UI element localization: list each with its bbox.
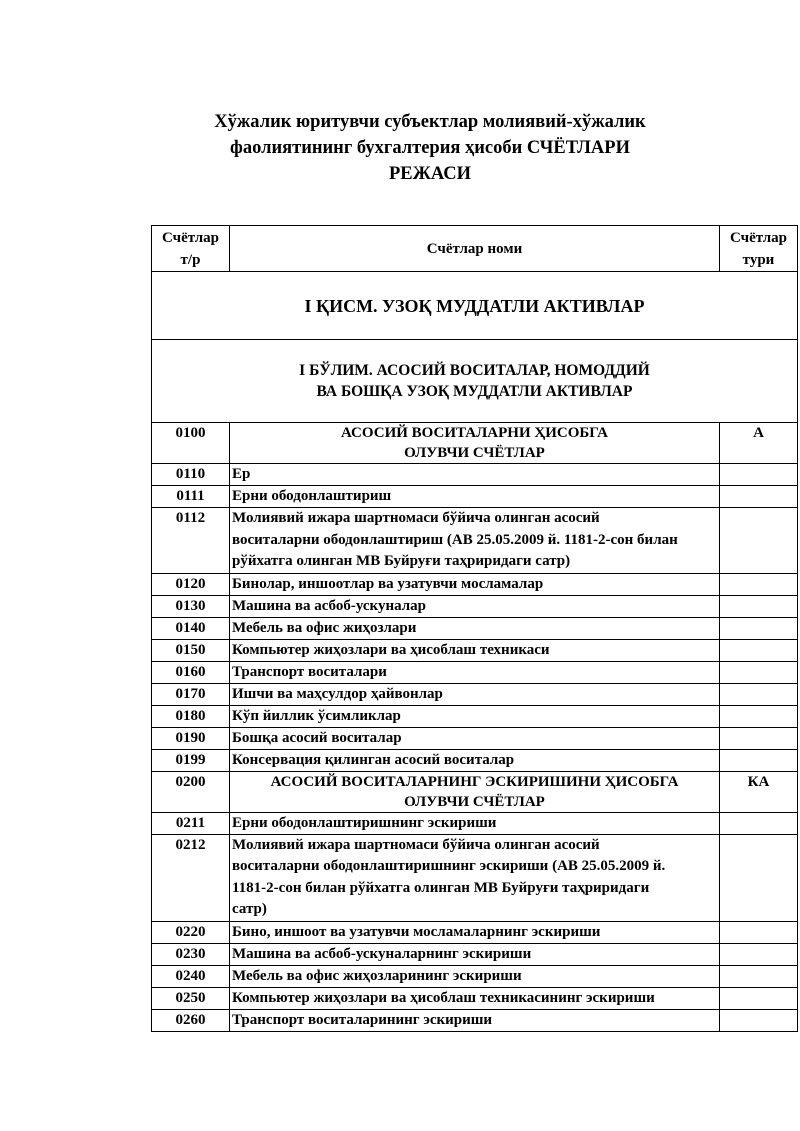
title-line: фаолиятининг бухгалтерия ҳисоби СЧЁТЛАРИ <box>230 138 630 158</box>
table-row <box>152 617 798 639</box>
table-row <box>152 508 798 574</box>
account-number: 0260 <box>152 1009 230 1031</box>
account-name-line: рўйхатга олинган МВ Буйруғи таҳриридаги сатр) <box>232 553 571 569</box>
account-name-line: ОЛУВЧИ СЧЁТЛАР <box>404 793 545 810</box>
account-name <box>230 683 720 705</box>
account-number: 0212 <box>152 834 230 921</box>
account-name-line: воситаларни ободонлаштиришнинг эскириши (АВ 25.05.2009 й. <box>232 858 666 874</box>
account-name-line: Кўп йиллик ўсимликлар <box>232 707 401 724</box>
table-row <box>152 812 798 834</box>
account-name-line: ОЛУВЧИ СЧЁТЛАР <box>404 445 545 461</box>
account-type <box>720 661 798 683</box>
account-type <box>720 749 798 771</box>
account-name <box>230 921 720 943</box>
account-type: КА <box>720 771 798 812</box>
part-title: I ҚИСМ. УЗОҚ МУДДАТЛИ АКТИВЛАР <box>152 272 798 340</box>
account-name-line: сатр) <box>232 901 267 917</box>
account-number: 0200 <box>152 771 230 812</box>
account-name-line: Транспорт воситаларининг эскириши <box>232 1011 493 1028</box>
account-name-line: АСОСИЙ ВОСИТАЛАРНИ ҲИСОБГА <box>340 425 609 441</box>
account-name <box>230 834 720 921</box>
account-name <box>230 727 720 749</box>
account-name-line: Машина ва асбоб-ускуналар <box>232 597 427 614</box>
account-name-line: Консервация қилинган асосий воситалар <box>232 751 515 768</box>
account-number: 0150 <box>152 639 230 661</box>
account-number: 0199 <box>152 749 230 771</box>
account-name-line: Компьютер жиҳозлари ва ҳисоблаш техникасининг эскириши <box>232 989 655 1006</box>
account-name-line: Молиявий ижара шартномаси бўйича олинган асосий <box>232 836 600 853</box>
account-name-line: Ерни ободонлаштиришнинг эскириши <box>232 814 497 831</box>
section-title: I БЎЛИМ. АСОСИЙ ВОСИТАЛАР, НОМОДДИЙ ВА БОШҚА УЗОҚ МУДДАТЛИ АКТИВЛАР <box>152 340 798 423</box>
account-name <box>230 617 720 639</box>
table-row <box>152 639 798 661</box>
account-type <box>720 987 798 1009</box>
account-name <box>230 771 720 812</box>
account-type <box>720 595 798 617</box>
account-number: 0160 <box>152 661 230 683</box>
accounts-plan-table <box>151 225 798 1032</box>
account-type <box>720 464 798 486</box>
account-name <box>230 812 720 834</box>
table-row <box>152 683 798 705</box>
account-name-line: Ишчи ва маҳсулдор ҳайвонлар <box>232 685 443 702</box>
table-row <box>152 834 798 921</box>
account-name <box>230 965 720 987</box>
account-number: 0130 <box>152 595 230 617</box>
table-row <box>152 661 798 683</box>
table-row <box>152 965 798 987</box>
account-name <box>230 987 720 1009</box>
account-name <box>230 1009 720 1031</box>
account-name-line: Ер <box>232 466 251 482</box>
account-name-line: Бошқа асосий воситалар <box>232 729 402 746</box>
account-name-line: Молиявий ижара шартномаси бўйича олинган асосий <box>232 510 600 526</box>
table-row <box>152 1009 798 1031</box>
header-account-number: Счётлар т/р <box>152 226 230 272</box>
account-type <box>720 834 798 921</box>
account-number: 0211 <box>152 812 230 834</box>
account-number: 0230 <box>152 943 230 965</box>
account-type <box>720 683 798 705</box>
account-name-line: АСОСИЙ ВОСИТАЛАРНИНГ ЭСКИРИШИНИ ҲИСОБГА <box>270 773 679 790</box>
account-name-line: Машина ва асбоб-ускуналарнинг эскириши <box>232 945 532 962</box>
table-header-row <box>152 226 798 272</box>
account-name <box>230 943 720 965</box>
table-row <box>152 464 798 486</box>
account-type <box>720 573 798 595</box>
account-name-line: Транспорт воситалари <box>232 663 387 680</box>
account-name <box>230 705 720 727</box>
title-line: Хўжалик юритувчи субъектлар молиявий-хўжалик <box>214 112 646 132</box>
account-type: А <box>720 423 798 464</box>
account-number: 0180 <box>152 705 230 727</box>
account-type <box>720 486 798 508</box>
table-row <box>152 727 798 749</box>
part-title-row <box>152 272 798 340</box>
account-number: 0110 <box>152 464 230 486</box>
header-account-name: Счётлар номи <box>230 226 720 272</box>
account-number: 0140 <box>152 617 230 639</box>
account-type <box>720 727 798 749</box>
title-line: РЕЖАСИ <box>388 164 472 184</box>
account-name-line: Мебель ва офис жиҳозларининг эскириши <box>232 967 522 984</box>
account-name-line: Мебель ва офис жиҳозлари <box>232 619 417 636</box>
account-name-line: Бинолар, иншоотлар ва узатувчи мосламалар <box>232 575 544 592</box>
account-name <box>230 573 720 595</box>
table-row <box>152 943 798 965</box>
account-name <box>230 508 720 574</box>
account-type <box>720 705 798 727</box>
account-number: 0120 <box>152 573 230 595</box>
account-name <box>230 639 720 661</box>
account-type <box>720 943 798 965</box>
table-row <box>152 987 798 1009</box>
account-number: 0170 <box>152 683 230 705</box>
table-row <box>152 573 798 595</box>
account-number: 0220 <box>152 921 230 943</box>
account-number: 0112 <box>152 508 230 574</box>
account-number: 0100 <box>152 423 230 464</box>
section-title-row <box>152 340 798 423</box>
account-type <box>720 921 798 943</box>
account-type <box>720 812 798 834</box>
table-row <box>152 749 798 771</box>
account-name-line: Ерни ободонлаштириш <box>232 488 392 504</box>
account-type <box>720 508 798 574</box>
account-number: 0111 <box>152 486 230 508</box>
account-type <box>720 639 798 661</box>
account-name-line: воситаларни ободонлаштириш (АВ 25.05.2009 й. 1181-2-сон билан <box>232 531 678 548</box>
account-name <box>230 464 720 486</box>
table-row <box>152 486 798 508</box>
account-type <box>720 965 798 987</box>
account-number: 0250 <box>152 987 230 1009</box>
account-name <box>230 486 720 508</box>
document-title <box>150 109 710 187</box>
table-row <box>152 595 798 617</box>
account-name <box>230 423 720 464</box>
header-account-type: Счётлар тури <box>720 226 798 272</box>
account-name-line: 1181-2-сон билан рўйхатга олинган МВ Буйруғи таҳриридаги <box>232 879 650 896</box>
table-row <box>152 705 798 727</box>
account-group-row <box>152 423 798 464</box>
account-name-line: Компьютер жиҳозлари ва ҳисоблаш техникаси <box>232 641 550 658</box>
account-group-row <box>152 771 798 812</box>
account-name <box>230 595 720 617</box>
account-number: 0240 <box>152 965 230 987</box>
account-type <box>720 617 798 639</box>
account-name <box>230 749 720 771</box>
account-number: 0190 <box>152 727 230 749</box>
table-row <box>152 921 798 943</box>
account-name <box>230 661 720 683</box>
account-name-line: Бино, иншоот ва узатувчи мосламаларнинг эскириши <box>232 923 601 940</box>
account-type <box>720 1009 798 1031</box>
